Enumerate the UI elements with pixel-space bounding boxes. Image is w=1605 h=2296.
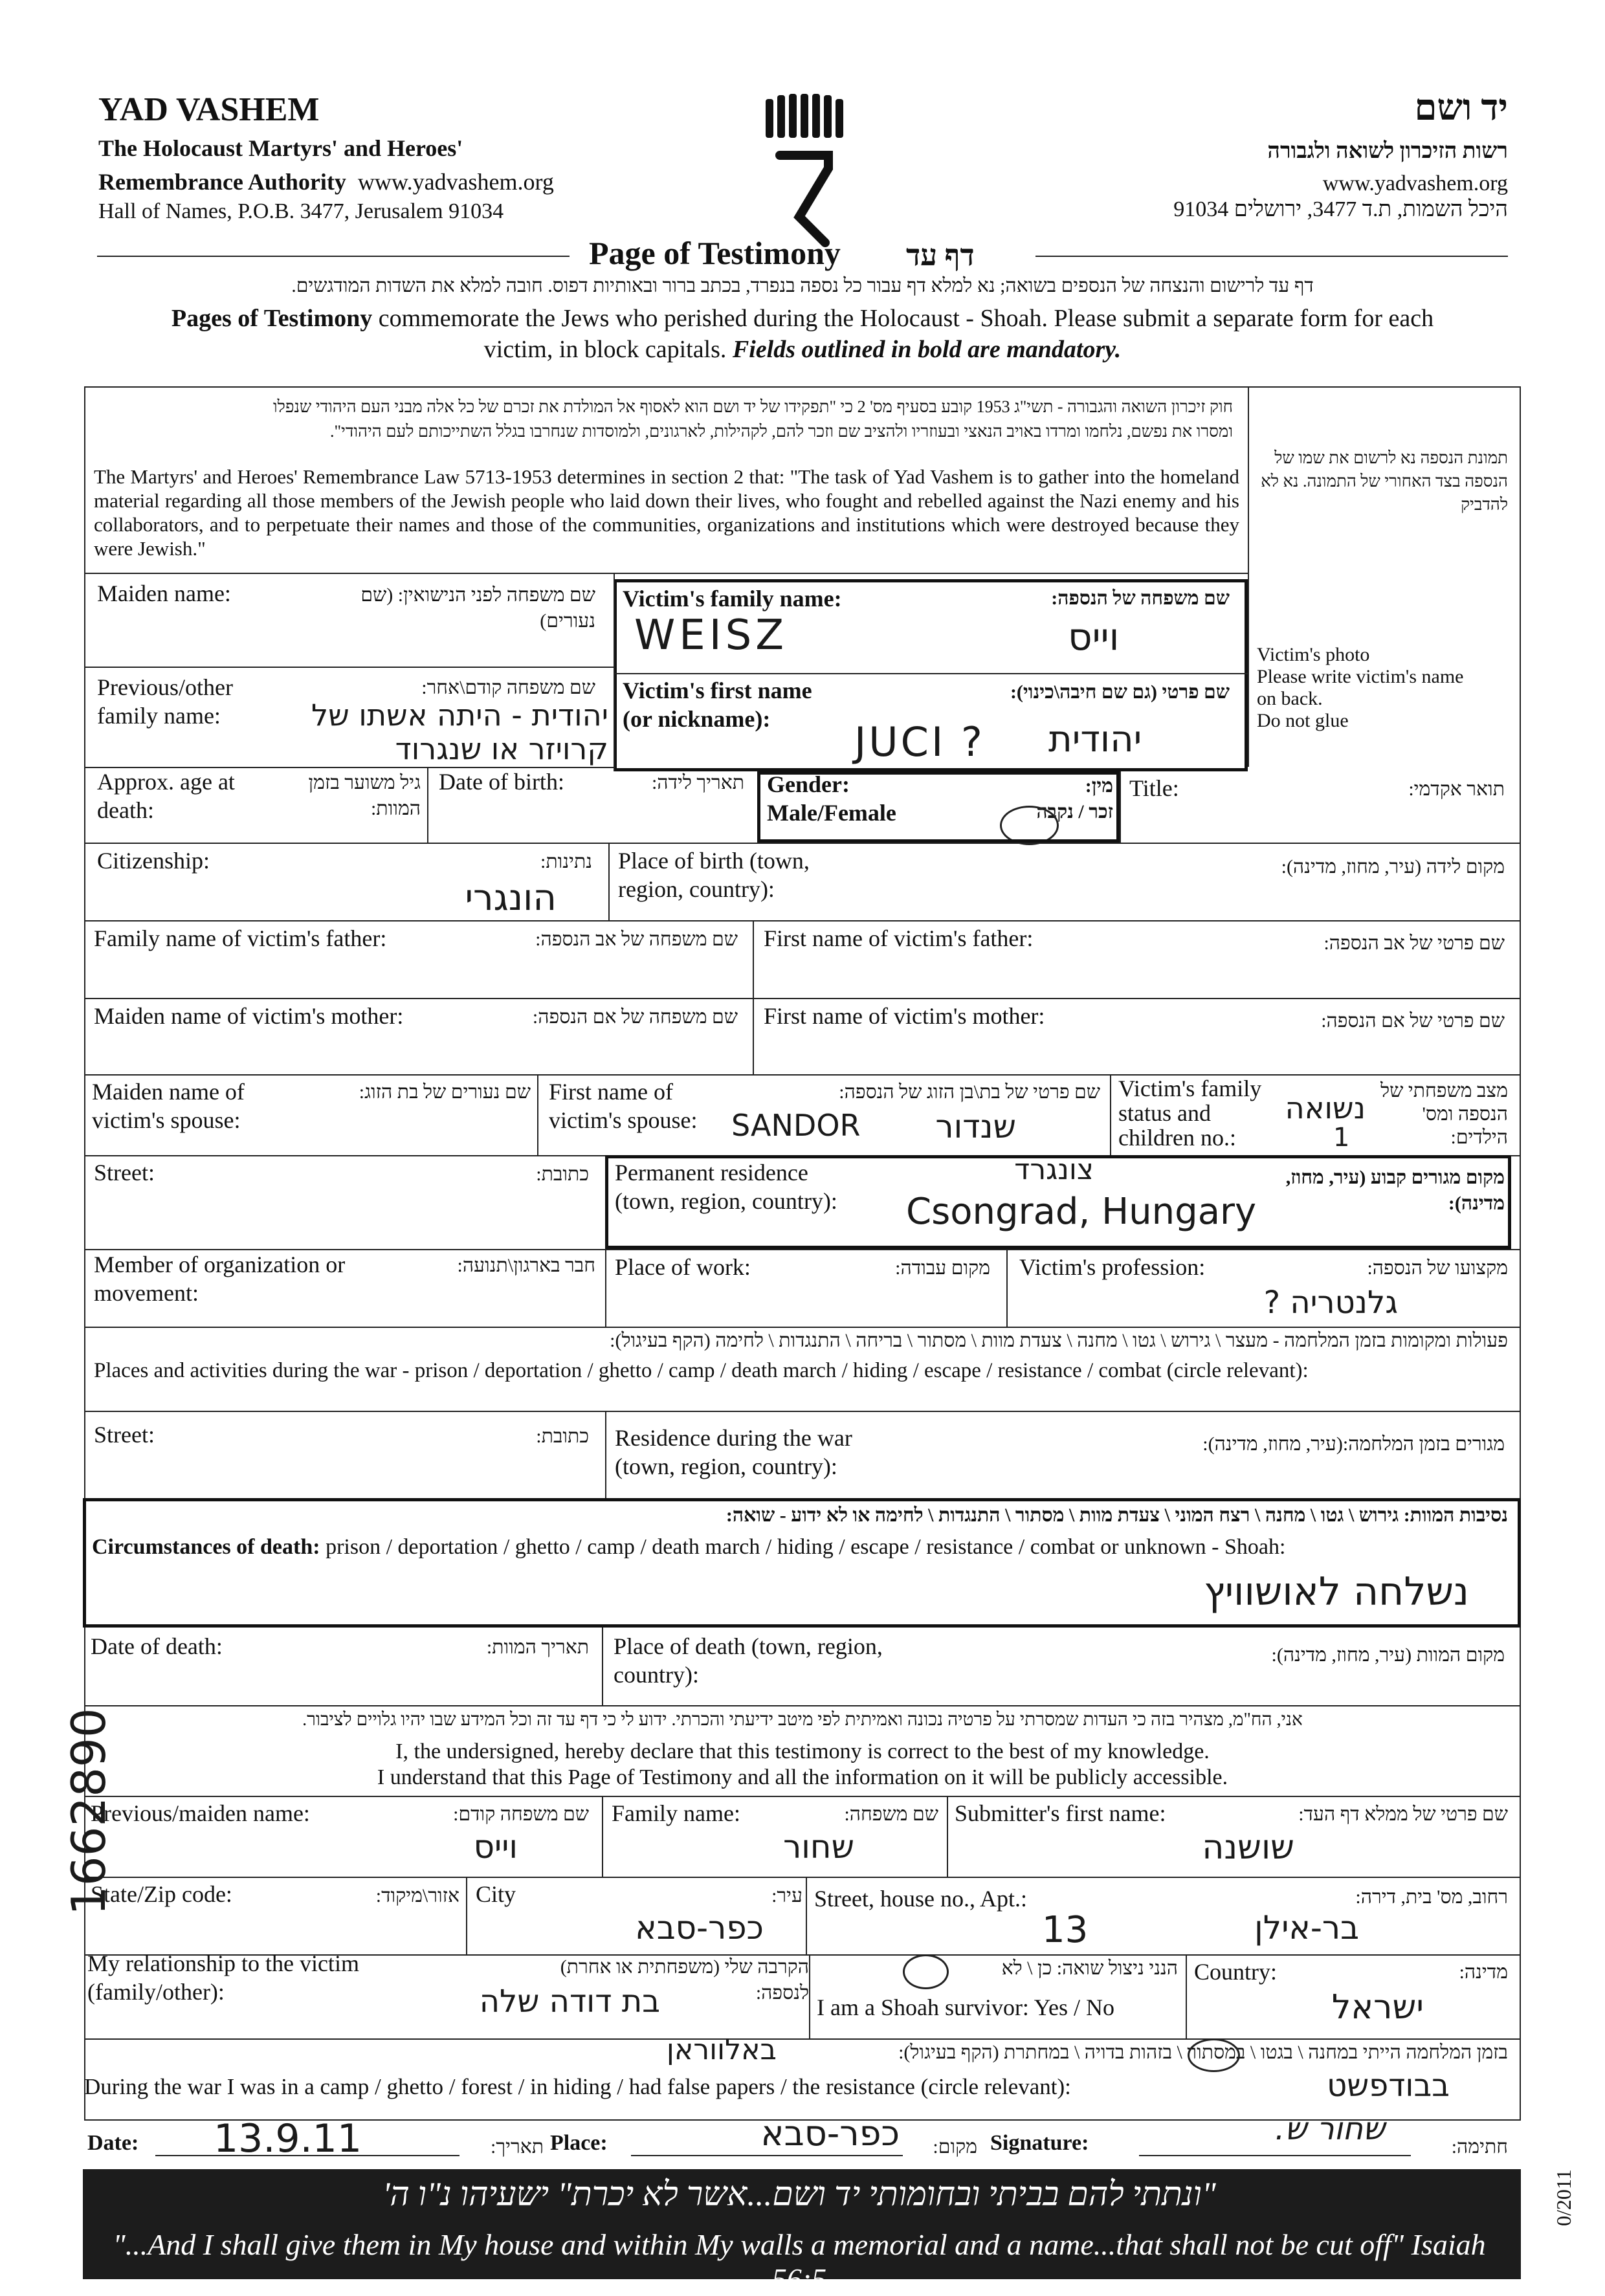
spouse-maiden-heb: שם נעורים של בת הזוג: xyxy=(359,1081,531,1103)
submitter-prev-heb: שם משפחה קודם: xyxy=(453,1804,589,1825)
spouse-first-label: First name of victim's spouse: xyxy=(549,1079,698,1133)
street-heb: כתובת: xyxy=(536,1164,589,1185)
declaration-en-2: I understand that this Page of Testimony and all the information on it will be publicly accessible. xyxy=(377,1765,1228,1789)
side-code: 0/2011 xyxy=(1552,2169,1575,2226)
date-value: 13.9.11 xyxy=(214,2116,362,2161)
submitter-prev-value: וייס xyxy=(473,1828,518,1866)
zip-label: State/Zip code: xyxy=(91,1881,232,1907)
death-place-heb: מקום המוות (עיר, מחוז, מדינה): xyxy=(1271,1644,1505,1666)
maiden-name-heb: שם משפחה לפני הנישואין: (שם נעורים) xyxy=(360,584,595,632)
status-value-2: 1 xyxy=(1333,1123,1350,1153)
profession-value: גלנטריה ? xyxy=(1263,1285,1398,1321)
family-name-label: Victim's family name: xyxy=(623,586,842,612)
survivor-en: I am a Shoah survivor: Yes / No xyxy=(817,1994,1114,2020)
place-heb: מקום: xyxy=(933,2136,977,2158)
mother-maiden-label: Maiden name of victim's mother: xyxy=(94,1003,404,1029)
member-label: Member of organization or movement: xyxy=(94,1252,346,1306)
war-street-heb: כתובת: xyxy=(536,1426,589,1447)
first-name-value: JUCI ? xyxy=(854,718,985,766)
street-no-value-heb: בר-אילן xyxy=(1254,1909,1359,1947)
mother-maiden-heb: שם משפחה של אם הנספה: xyxy=(532,1006,738,1028)
citizenship-heb: נתינות: xyxy=(540,851,592,872)
first-name-heb: שם פרטי (גם שם חיבה\כינוי): xyxy=(1010,681,1230,703)
survivor-yes-circle[interactable] xyxy=(903,1954,949,1989)
war-residence-heb: מגורים בזמן המלחמה:(עיר, מחוז, מדינה): xyxy=(1202,1433,1505,1455)
father-family-heb: שם משפחה של אב הנספה: xyxy=(535,929,738,950)
city-value: כפר-סבא xyxy=(635,1909,764,1947)
heb-title: יד ושם xyxy=(1414,88,1508,128)
intro-en: Pages of Testimony commemorate the Jews who perished during the Holocaust - Shoah. Please submit a separate form for each xyxy=(171,305,1434,332)
residence-value: Csongrad, Hungary xyxy=(906,1191,1257,1233)
intro-heb: דף עד לרישום והנצחה של הנספים בשואה; נא למלא דף עבור כל נספה בנפרד, בכתב ברור ובאותיות דפוס. חובה למלא את השדות המודגשים. xyxy=(291,275,1314,296)
family-name-value: WEISZ xyxy=(634,612,788,659)
maiden-name-label: Maiden name: xyxy=(97,580,231,606)
birthplace-label: Place of birth (town, region, country): xyxy=(618,848,810,902)
prev-family-label: Previous/other family name: xyxy=(97,674,233,729)
street-no-value: 13 xyxy=(1042,1909,1089,1951)
birthplace-heb: מקום לידה (עיר, מחוז, מדינה): xyxy=(1281,856,1505,878)
submitter-family-label: Family name: xyxy=(612,1800,740,1826)
status-heb: מצב משפחתי של הנספה ומס' הילדים: xyxy=(1380,1080,1508,1148)
citizenship-label: Citizenship: xyxy=(97,848,210,874)
city-label: City xyxy=(476,1881,516,1907)
activities-heb: פעולות ומקומות בזמן המלחמה - מעצר \ גירוש \ גטו \ מחנה \ צעדת מוות \ מסתור \ בריחה \ התנגדות \ לחימה (הקף בעיגול): xyxy=(610,1330,1508,1351)
signature-label: Signature: xyxy=(990,2131,1089,2155)
survivor-heb: הנני ניצול שואה: כן \ לא xyxy=(1001,1958,1178,1979)
relationship-heb: הקרבה שלי (משפחתית או אחרת) לנספה: xyxy=(560,1956,809,2003)
circumstances-heb: נסיבות המוות: גירוש \ גטו \ מחנה \ רצח המוני \ צעדת מוות \ מסתור \ התנגדות \ לחימה או לא ידוע - שואה: xyxy=(725,1505,1508,1526)
death-date-label: Date of death: xyxy=(91,1633,223,1659)
gender-box[interactable] xyxy=(757,771,1120,843)
member-heb: חבר בארגון\תנועה: xyxy=(457,1255,595,1276)
city-heb: עיר: xyxy=(771,1885,802,1906)
spouse-maiden-label: Maiden name of victim's spouse: xyxy=(92,1079,245,1133)
activities-en: Places and activities during the war - prison / deportation / ghetto / camp / death march / hiding / escape / resistance / combat (circle relevant): xyxy=(94,1359,1309,1382)
war-residence-label: Residence during the war (town, region, country): xyxy=(615,1425,852,1479)
residence-value-heb: צונגרד xyxy=(1014,1153,1094,1186)
status-value-1: נשואה xyxy=(1285,1090,1366,1125)
spouse-first-value-heb: שנדור xyxy=(935,1108,1016,1145)
signature-value: שחור ש. xyxy=(1274,2111,1385,2147)
father-first-heb: שם פרטי של אב הנספה: xyxy=(1323,933,1505,954)
heb-website: www.yadvashem.org xyxy=(1322,171,1508,195)
prev-family-value-1: יהודית - היתה אשתו של xyxy=(311,698,608,733)
date-heb: תאריך: xyxy=(491,2136,544,2158)
title-label: Title: xyxy=(1129,775,1179,801)
declaration-heb: אני, הח"מ, מצהיר בזה כי העדות שמסרתי על פרטיה נכונה ואמיתית לפי מיטב ידיעתי והכרתי. ידוע לי כי דף עד זה וכל המידע שבו יהיו גלויים לציבור. xyxy=(302,1710,1303,1730)
war-street-label: Street: xyxy=(94,1422,155,1448)
spouse-first-value: SANDOR xyxy=(731,1108,861,1143)
heb-subtitle: רשות הזיכרון לשואה ולגבורה xyxy=(1267,139,1508,163)
street-no-label: Street, house no., Apt.: xyxy=(814,1886,1027,1912)
photo-en: Victim's photo Please write victim's name on back. Do not glue xyxy=(1257,644,1464,731)
during-war-value-2: בבודפשט xyxy=(1327,2068,1450,2104)
mother-first-heb: שם פרטי של אם הנספה: xyxy=(1321,1010,1505,1032)
stamp-number: 1662890 xyxy=(61,1708,116,1915)
org-subtitle-1: The Holocaust Martyrs' and Heroes' xyxy=(98,135,463,161)
page-title: Page of Testimony xyxy=(589,235,841,271)
profession-label: Victim's profession: xyxy=(1019,1254,1206,1280)
country-label: Country: xyxy=(1194,1959,1278,1985)
father-first-label: First name of victim's father: xyxy=(764,925,1034,951)
submitter-first-label: Submitter's first name: xyxy=(955,1800,1166,1826)
quote-en: "...And I shall give them in My house and within My walls a memorial and a name...that shall not be cut off" Isaiah 56:5 xyxy=(113,2228,1486,2295)
submitter-first-value: שושנה xyxy=(1202,1828,1294,1867)
org-address: Hall of Names, P.O.B. 3477, Jerusalem 91034 xyxy=(98,199,504,223)
relationship-label: My relationship to the victim (family/other): xyxy=(87,1950,359,2005)
street-label: Street: xyxy=(94,1160,155,1186)
place-label: Place: xyxy=(550,2131,608,2155)
dob-label: Date of birth: xyxy=(439,769,564,795)
death-place-label: Place of death (town, region, country): xyxy=(614,1633,883,1688)
signature-heb: חתימה: xyxy=(1451,2136,1508,2158)
residence-label: Permanent residence (town, region, country): xyxy=(615,1160,837,1214)
country-value: ישראל xyxy=(1331,1988,1424,2027)
first-name-value-heb: יהודית xyxy=(1048,718,1142,760)
org-title: YAD VASHEM xyxy=(98,91,320,128)
during-war-ghetto-circle[interactable] xyxy=(1188,2038,1240,2072)
law-en: The Martyrs' and Heroes' Remembrance Law 5713-1953 determines in section 2 that: "The task of Yad Vashem is to gather into the homeland material regarding all those members of the Jewish people who laid down their lives, who fought and rebelled against the Nazi enemy and his collaborators, and to perpetuate their names and those of the communities, organizations and institutions which were destroyed because they were Jewish." xyxy=(94,465,1239,560)
during-war-heb: בזמן המלחמה הייתי במחנה \ בגטו \ במסתור \ בזהות בדויה \ במחתרת (הקף בעיגול): xyxy=(898,2042,1508,2063)
photo-heb: תמונת הנספה נא לרשום את שמו של הנספה בצד האחורי של התמונה. נא לא להדביק xyxy=(1261,448,1508,514)
status-label: Victim's family status and children no.: xyxy=(1118,1076,1262,1151)
citizenship-value: הונגרי xyxy=(465,877,557,919)
during-war-en: During the war I was in a camp / ghetto / forest / in hiding / had false papers / the resistance (circle relevant): xyxy=(84,2074,1071,2099)
org-subtitle-2: Remembrance Authority www.yadvashem.org xyxy=(98,169,554,195)
circumstances-value: נשלחה לאושוויץ xyxy=(1204,1569,1469,1615)
date-label: Date: xyxy=(87,2131,139,2155)
relationship-value: בת דודה שלה xyxy=(479,1983,660,2020)
gender-label: Gender: Male/Female xyxy=(767,771,896,826)
gender-heb: מין: זכר / נקבה xyxy=(1036,775,1113,822)
place-value: כפר-סבא xyxy=(760,2113,900,2154)
dob-heb: תאריך לידה: xyxy=(651,772,744,793)
prev-family-value-2: קרויזר או שנגרוד xyxy=(395,731,608,766)
death-date-heb: תאריך המוות: xyxy=(486,1637,589,1658)
country-heb: מדינה: xyxy=(1459,1961,1508,1983)
declaration-en-1: I, the undersigned, hereby declare that this testimony is correct to the best of my knowledge. xyxy=(395,1739,1210,1763)
quote-heb: "ונתתי להם בביתי ובחומותי יד ושם...אשר לא יכרת" ישעיהו נ"ו ה' xyxy=(382,2176,1216,2213)
family-name-value-heb: וייס xyxy=(1068,615,1120,659)
intro-en-2: victim, in block capitals. Fields outlined in bold are mandatory. xyxy=(483,336,1122,363)
mother-first-label: First name of victim's mother: xyxy=(764,1003,1045,1029)
prev-family-heb: שם משפחה קודם\אחר: xyxy=(421,677,595,698)
heb-address: היכל השמות, ת.ד 3477, ירושלים 91034 xyxy=(1173,197,1508,221)
page-title-heb: דף עד xyxy=(906,239,975,272)
residence-heb: מקום מגורים קבוע (עיר, מחוז, מדינה): xyxy=(1285,1167,1505,1214)
zip-heb: אזור\מיקוד: xyxy=(375,1885,459,1906)
work-heb: מקום עבודה: xyxy=(895,1257,990,1279)
age-heb: גיל משוער בזמן המוות: xyxy=(308,772,421,819)
circumstances-en: Circumstances of death: prison / deportation / ghetto / camp / death march / hiding / escape / resistance / combat or unknown - Shoah: xyxy=(92,1535,1286,1559)
family-name-heb: שם משפחה של הנספה: xyxy=(1051,588,1230,609)
during-war-value-1: באלווראן xyxy=(666,2033,777,2066)
profession-heb: מקצועו של הנספה: xyxy=(1367,1257,1508,1279)
submitter-prev-label: Previous/maiden name: xyxy=(91,1800,310,1826)
submitter-first-heb: שם פרטי של ממלא דף העד: xyxy=(1298,1804,1508,1825)
title-heb: תואר אקדמי: xyxy=(1408,778,1505,800)
submitter-family-heb: שם משפחה: xyxy=(844,1804,938,1825)
submitter-family-value: שחור xyxy=(783,1828,854,1866)
street-no-heb: רחוב, מס' בית, דירה: xyxy=(1355,1886,1508,1908)
work-label: Place of work: xyxy=(615,1254,751,1280)
yad-vashem-logo-icon xyxy=(760,94,845,256)
first-name-label: Victim's first name (or nickname): xyxy=(623,678,812,732)
law-heb: חוק זיכרון השואה והגבורה - תשי"ג 1953 קובע בסעיף מס' 2 כי "תפקידו של יד ושם הוא לאסוף אל המולדת את זכרם של כל אלה מבני העם היהודי שנפלו ומסרו את נפשם, נלחמו ומרדו באויב הנאצי ובעוזריו ולהציב שם וזכר להם, לקהילות, לארגונים, ולמוסדות שנחרבו בגלל השתייכותם לעם היהודי". xyxy=(273,397,1233,441)
spouse-first-heb: שם פרטי של בת\בן הזוג של הנספה: xyxy=(839,1081,1100,1103)
father-family-label: Family name of victim's father: xyxy=(94,925,387,951)
age-label: Approx. age at death: xyxy=(97,769,235,823)
